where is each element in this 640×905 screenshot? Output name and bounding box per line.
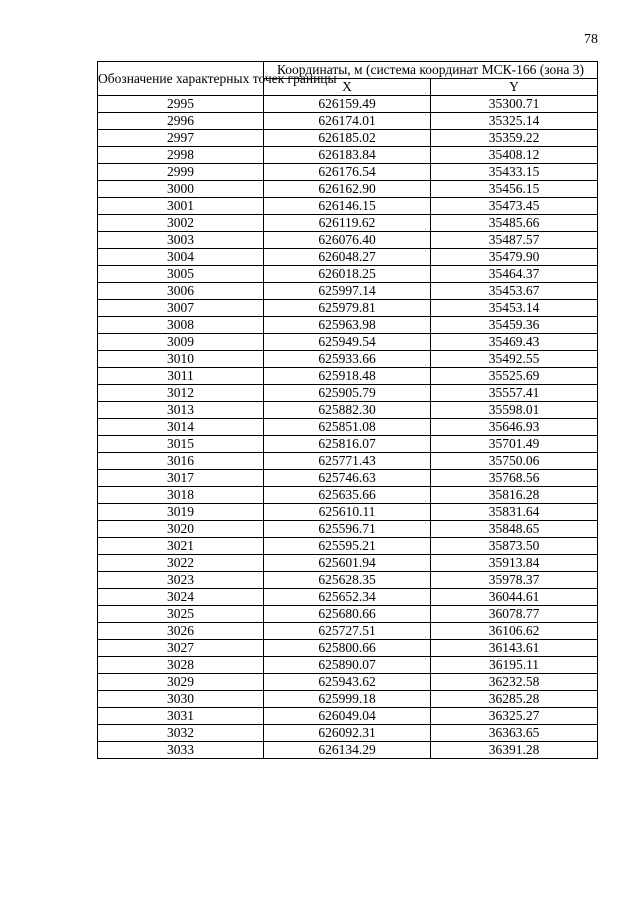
x-coordinate-cell: 625727.51 <box>264 623 431 640</box>
table-row <box>98 300 598 317</box>
table-row <box>98 334 598 351</box>
point-id-cell: 3028 <box>98 657 264 674</box>
table-row <box>98 266 598 283</box>
x-coordinate-cell: 625979.81 <box>264 300 431 317</box>
header-point-designation: Обозначение характерных точек границы <box>98 62 264 96</box>
y-coordinate-cell: 35701.49 <box>431 436 598 453</box>
point-id-cell: 3022 <box>98 555 264 572</box>
table-row <box>98 487 598 504</box>
point-id-cell: 3032 <box>98 725 264 742</box>
x-coordinate-cell: 625652.34 <box>264 589 431 606</box>
point-id-cell: 3018 <box>98 487 264 504</box>
table-row <box>98 725 598 742</box>
page-number: 78 <box>584 32 598 47</box>
y-coordinate-cell: 35492.55 <box>431 351 598 368</box>
point-id-cell: 3024 <box>98 589 264 606</box>
x-coordinate-cell: 626183.84 <box>264 147 431 164</box>
table-row <box>98 606 598 623</box>
point-id-cell: 3012 <box>98 385 264 402</box>
x-coordinate-cell: 625816.07 <box>264 436 431 453</box>
y-coordinate-cell: 35768.56 <box>431 470 598 487</box>
table-row <box>98 181 598 198</box>
point-id-cell: 3015 <box>98 436 264 453</box>
table-row <box>98 691 598 708</box>
y-coordinate-cell: 35469.43 <box>431 334 598 351</box>
x-coordinate-cell: 625595.21 <box>264 538 431 555</box>
table-row <box>98 521 598 538</box>
y-coordinate-cell: 35485.66 <box>431 215 598 232</box>
table-row <box>98 640 598 657</box>
y-coordinate-cell: 35473.45 <box>431 198 598 215</box>
x-coordinate-cell: 625882.30 <box>264 402 431 419</box>
point-id-cell: 2997 <box>98 130 264 147</box>
table-row <box>98 453 598 470</box>
x-coordinate-cell: 626159.49 <box>264 96 431 113</box>
point-id-cell: 3016 <box>98 453 264 470</box>
point-id-cell: 3033 <box>98 742 264 759</box>
point-id-cell: 3026 <box>98 623 264 640</box>
y-coordinate-cell: 36285.28 <box>431 691 598 708</box>
point-id-cell: 3004 <box>98 249 264 266</box>
x-coordinate-cell: 626185.02 <box>264 130 431 147</box>
table-row <box>98 674 598 691</box>
y-coordinate-cell: 35525.69 <box>431 368 598 385</box>
x-coordinate-cell: 625800.66 <box>264 640 431 657</box>
y-coordinate-cell: 35557.41 <box>431 385 598 402</box>
y-coordinate-cell: 35750.06 <box>431 453 598 470</box>
point-id-cell: 3001 <box>98 198 264 215</box>
table-row <box>98 249 598 266</box>
y-coordinate-cell: 35408.12 <box>431 147 598 164</box>
point-id-cell: 3000 <box>98 181 264 198</box>
table-row <box>98 572 598 589</box>
point-id-cell: 3002 <box>98 215 264 232</box>
point-id-cell: 3014 <box>98 419 264 436</box>
y-coordinate-cell: 35456.15 <box>431 181 598 198</box>
y-coordinate-cell: 36363.65 <box>431 725 598 742</box>
table-row <box>98 385 598 402</box>
point-id-cell: 3009 <box>98 334 264 351</box>
y-coordinate-cell: 35487.57 <box>431 232 598 249</box>
y-coordinate-cell: 36391.28 <box>431 742 598 759</box>
x-coordinate-cell: 625601.94 <box>264 555 431 572</box>
x-coordinate-cell: 626119.62 <box>264 215 431 232</box>
table-row <box>98 283 598 300</box>
point-id-cell: 3020 <box>98 521 264 538</box>
header-x: X <box>264 79 431 96</box>
point-id-cell: 3030 <box>98 691 264 708</box>
table-row <box>98 96 598 113</box>
table-row <box>98 198 598 215</box>
table-row <box>98 164 598 181</box>
coordinates-table <box>97 61 598 759</box>
x-coordinate-cell: 626092.31 <box>264 725 431 742</box>
table-row <box>98 708 598 725</box>
y-coordinate-cell: 35459.36 <box>431 317 598 334</box>
table-row <box>98 589 598 606</box>
x-coordinate-cell: 626146.15 <box>264 198 431 215</box>
x-coordinate-cell: 626049.04 <box>264 708 431 725</box>
x-coordinate-cell: 625680.66 <box>264 606 431 623</box>
x-coordinate-cell: 625596.71 <box>264 521 431 538</box>
table-body <box>98 96 598 759</box>
point-id-cell: 3013 <box>98 402 264 419</box>
point-id-cell: 3006 <box>98 283 264 300</box>
x-coordinate-cell: 626174.01 <box>264 113 431 130</box>
y-coordinate-cell: 35913.84 <box>431 555 598 572</box>
y-coordinate-cell: 35359.22 <box>431 130 598 147</box>
table-row <box>98 215 598 232</box>
y-coordinate-cell: 35453.14 <box>431 300 598 317</box>
x-coordinate-cell: 625963.98 <box>264 317 431 334</box>
table-row <box>98 351 598 368</box>
y-coordinate-cell: 35300.71 <box>431 96 598 113</box>
x-coordinate-cell: 625890.07 <box>264 657 431 674</box>
table-row <box>98 623 598 640</box>
point-id-cell: 3010 <box>98 351 264 368</box>
x-coordinate-cell: 626048.27 <box>264 249 431 266</box>
point-id-cell: 2998 <box>98 147 264 164</box>
header-y: Y <box>431 79 598 96</box>
table-row <box>98 113 598 130</box>
table-row <box>98 538 598 555</box>
x-coordinate-cell: 625628.35 <box>264 572 431 589</box>
point-id-cell: 3017 <box>98 470 264 487</box>
table-row <box>98 742 598 759</box>
x-coordinate-cell: 626162.90 <box>264 181 431 198</box>
y-coordinate-cell: 35873.50 <box>431 538 598 555</box>
x-coordinate-cell: 626018.25 <box>264 266 431 283</box>
point-id-cell: 3019 <box>98 504 264 521</box>
y-coordinate-cell: 35978.37 <box>431 572 598 589</box>
y-coordinate-cell: 36325.27 <box>431 708 598 725</box>
x-coordinate-cell: 625918.48 <box>264 368 431 385</box>
table-row <box>98 232 598 249</box>
point-id-cell: 3021 <box>98 538 264 555</box>
point-id-cell: 3007 <box>98 300 264 317</box>
point-id-cell: 3025 <box>98 606 264 623</box>
y-coordinate-cell: 36232.58 <box>431 674 598 691</box>
x-coordinate-cell: 625933.66 <box>264 351 431 368</box>
table-row <box>98 147 598 164</box>
x-coordinate-cell: 625943.62 <box>264 674 431 691</box>
x-coordinate-cell: 625949.54 <box>264 334 431 351</box>
table-row <box>98 317 598 334</box>
y-coordinate-cell: 35464.37 <box>431 266 598 283</box>
point-id-cell: 2999 <box>98 164 264 181</box>
y-coordinate-cell: 35816.28 <box>431 487 598 504</box>
y-coordinate-cell: 35848.65 <box>431 521 598 538</box>
table-header <box>98 62 598 96</box>
table-row <box>98 436 598 453</box>
table-row <box>98 368 598 385</box>
y-coordinate-cell: 35831.64 <box>431 504 598 521</box>
point-id-cell: 3023 <box>98 572 264 589</box>
table-row <box>98 402 598 419</box>
table-row <box>98 419 598 436</box>
y-coordinate-cell: 36078.77 <box>431 606 598 623</box>
y-coordinate-cell: 35479.90 <box>431 249 598 266</box>
y-coordinate-cell: 35598.01 <box>431 402 598 419</box>
y-coordinate-cell: 36143.61 <box>431 640 598 657</box>
x-coordinate-cell: 625999.18 <box>264 691 431 708</box>
x-coordinate-cell: 625851.08 <box>264 419 431 436</box>
point-id-cell: 3011 <box>98 368 264 385</box>
y-coordinate-cell: 36106.62 <box>431 623 598 640</box>
table-row <box>98 470 598 487</box>
x-coordinate-cell: 626076.40 <box>264 232 431 249</box>
x-coordinate-cell: 625771.43 <box>264 453 431 470</box>
point-id-cell: 3031 <box>98 708 264 725</box>
x-coordinate-cell: 626134.29 <box>264 742 431 759</box>
x-coordinate-cell: 625997.14 <box>264 283 431 300</box>
header-coordinates: Координаты, м (система координат МСК-166 (зона 3) <box>264 62 598 79</box>
y-coordinate-cell: 35325.14 <box>431 113 598 130</box>
x-coordinate-cell: 626176.54 <box>264 164 431 181</box>
x-coordinate-cell: 625635.66 <box>264 487 431 504</box>
y-coordinate-cell: 36044.61 <box>431 589 598 606</box>
x-coordinate-cell: 625746.63 <box>264 470 431 487</box>
y-coordinate-cell: 36195.11 <box>431 657 598 674</box>
point-id-cell: 3003 <box>98 232 264 249</box>
y-coordinate-cell: 35453.67 <box>431 283 598 300</box>
table-row <box>98 130 598 147</box>
point-id-cell: 2995 <box>98 96 264 113</box>
y-coordinate-cell: 35433.15 <box>431 164 598 181</box>
point-id-cell: 3008 <box>98 317 264 334</box>
table-row <box>98 504 598 521</box>
x-coordinate-cell: 625905.79 <box>264 385 431 402</box>
table-row <box>98 555 598 572</box>
x-coordinate-cell: 625610.11 <box>264 504 431 521</box>
point-id-cell: 2996 <box>98 113 264 130</box>
point-id-cell: 3029 <box>98 674 264 691</box>
y-coordinate-cell: 35646.93 <box>431 419 598 436</box>
point-id-cell: 3005 <box>98 266 264 283</box>
table-row <box>98 657 598 674</box>
point-id-cell: 3027 <box>98 640 264 657</box>
